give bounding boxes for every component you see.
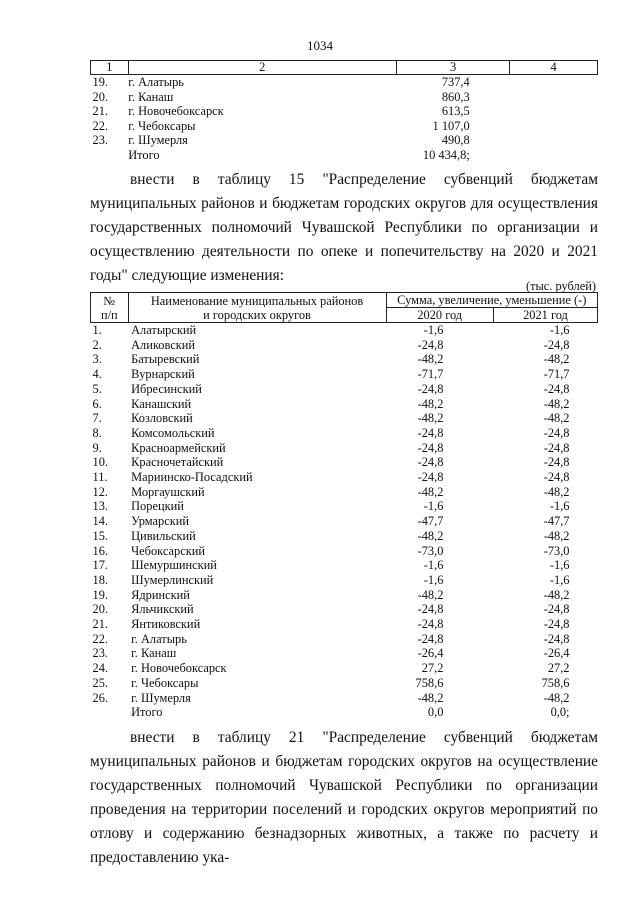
row-value-2021: -48,2 bbox=[543, 587, 570, 602]
row-name: г. Алатырь bbox=[131, 631, 187, 646]
row-number: 24. bbox=[92, 661, 108, 676]
row-number: 17. bbox=[92, 558, 108, 573]
table-row bbox=[91, 691, 598, 706]
row-value-2021: -48,2 bbox=[543, 396, 570, 411]
row-value-2020: -24,8 bbox=[417, 470, 444, 485]
page-number: 1034 bbox=[307, 38, 333, 53]
row-name: Красноармейский bbox=[131, 440, 226, 455]
table-row bbox=[91, 588, 598, 603]
row-value-2021: -24,8 bbox=[543, 631, 570, 646]
row-value-2020: -24,8 bbox=[417, 631, 444, 646]
row-number bbox=[91, 148, 129, 163]
row-value-2020: -24,8 bbox=[417, 440, 444, 455]
row-name: г. Канаш bbox=[131, 646, 177, 661]
table-row bbox=[91, 558, 598, 573]
row-value-2021: -48,2 bbox=[543, 484, 570, 499]
row-value-2021: -1,6 bbox=[549, 323, 570, 337]
row-name: Порецкий bbox=[131, 499, 184, 514]
row-value-2020: -1,6 bbox=[423, 323, 444, 337]
row-value-2021: -24,8 bbox=[543, 617, 570, 632]
row-value-2021: -48,2 bbox=[543, 352, 570, 367]
row-value-2020: 27,2 bbox=[421, 661, 444, 676]
row-value-2020: -1,6 bbox=[423, 572, 444, 587]
row-value-2020: -48,2 bbox=[417, 587, 444, 602]
table-row bbox=[91, 323, 598, 338]
table-row bbox=[91, 119, 598, 134]
table-row bbox=[91, 148, 598, 163]
row-name: Красночетайский bbox=[131, 455, 224, 470]
table-2-header-row-1 bbox=[91, 293, 598, 308]
row-number: 3. bbox=[92, 352, 102, 367]
row-name: Янтиковский bbox=[131, 617, 201, 632]
row-value-2020: -24,8 bbox=[417, 337, 444, 352]
column-header-sum: Сумма, увеличение, уменьшение (-) bbox=[386, 293, 598, 308]
table-row bbox=[91, 544, 598, 559]
row-empty bbox=[510, 133, 598, 148]
table-row bbox=[91, 470, 598, 485]
row-value-2021: -24,8 bbox=[543, 455, 570, 470]
row-name: Урмарский bbox=[131, 514, 190, 529]
row-value-2021: -48,2 bbox=[543, 411, 570, 426]
row-value-2020: -24,8 bbox=[417, 617, 444, 632]
row-name: Комсомольский bbox=[131, 425, 215, 440]
row-value: 613,5 bbox=[441, 104, 470, 119]
row-value: 1 107,0 bbox=[432, 118, 470, 133]
row-number: 9. bbox=[92, 440, 102, 455]
row-value-2021: 0,0; bbox=[550, 705, 570, 720]
row-value-2020: -48,2 bbox=[417, 690, 444, 705]
table-2 bbox=[90, 292, 598, 720]
paragraph-1 bbox=[90, 168, 598, 288]
row-number: 23. bbox=[92, 646, 108, 661]
table-row bbox=[91, 75, 598, 90]
row-number: 21. bbox=[92, 104, 108, 119]
row-number: 11. bbox=[92, 470, 108, 485]
row-name: Шумерлинский bbox=[131, 572, 214, 587]
row-name: Алатырский bbox=[131, 323, 197, 337]
row-number: 6. bbox=[92, 396, 102, 411]
row-name: Моргаушский bbox=[131, 484, 205, 499]
row-value-2021: -1,6 bbox=[549, 558, 570, 573]
row-name: Чебоксарский bbox=[131, 543, 205, 558]
table-1-body bbox=[91, 75, 598, 163]
row-value-2020: -48,2 bbox=[417, 528, 444, 543]
row-name: г. Новочебоксарск bbox=[128, 104, 224, 119]
row-name: Козловский bbox=[131, 411, 193, 426]
row-value-2020: 758,6 bbox=[415, 675, 444, 690]
row-value-2020: -24,8 bbox=[417, 425, 444, 440]
table-row bbox=[91, 352, 598, 367]
row-name: г. Новочебоксарск bbox=[131, 661, 227, 676]
table-row bbox=[91, 367, 598, 382]
column-header-name: Наименование муниципальных районов и городских округов bbox=[128, 293, 386, 323]
row-name: г. Шумерля bbox=[128, 133, 188, 148]
table-row bbox=[91, 514, 598, 529]
row-value: 10 434,8; bbox=[422, 147, 470, 162]
table-row bbox=[91, 646, 598, 661]
row-number bbox=[91, 705, 129, 720]
row-value-2021: -26,4 bbox=[543, 646, 570, 661]
row-name: Ибресинский bbox=[131, 381, 202, 396]
row-name: Ядринский bbox=[131, 587, 190, 602]
row-value-2021: -73,0 bbox=[543, 543, 570, 558]
row-name: Итого bbox=[128, 147, 160, 162]
row-number: 22. bbox=[92, 118, 108, 133]
table-1-header bbox=[91, 61, 598, 75]
row-value-2021: -48,2 bbox=[543, 690, 570, 705]
row-name: Канашский bbox=[131, 396, 192, 411]
row-name: Шемуршинский bbox=[131, 558, 217, 573]
row-value-2020: -48,2 bbox=[417, 484, 444, 499]
row-number: 12. bbox=[92, 484, 108, 499]
row-name: Вурнарский bbox=[131, 367, 195, 382]
row-value-2020: -24,8 bbox=[417, 602, 444, 617]
table-row bbox=[91, 485, 598, 500]
table-row bbox=[91, 705, 598, 720]
row-value-2020: -24,8 bbox=[417, 381, 444, 396]
column-header: 1 bbox=[91, 61, 129, 75]
row-value-2020: -48,2 bbox=[417, 396, 444, 411]
table-row bbox=[91, 411, 598, 426]
column-header-2021: 2021 год bbox=[493, 308, 597, 323]
table-row bbox=[91, 397, 598, 412]
row-value-2021: -24,8 bbox=[543, 470, 570, 485]
table-1 bbox=[90, 60, 598, 163]
column-header: 3 bbox=[396, 61, 509, 75]
row-number: 13. bbox=[92, 499, 108, 514]
table-row bbox=[91, 441, 598, 456]
row-empty bbox=[510, 90, 598, 105]
table-row bbox=[91, 529, 598, 544]
row-number: 19. bbox=[92, 587, 108, 602]
table-row bbox=[91, 676, 598, 691]
column-header-num: № п/п bbox=[91, 293, 129, 323]
row-value-2021: -24,8 bbox=[543, 337, 570, 352]
row-value-2020: -73,0 bbox=[417, 543, 444, 558]
row-name: Мариинско-Посадский bbox=[131, 470, 253, 485]
row-name: г. Алатырь bbox=[128, 75, 184, 89]
row-value-2020: -24,8 bbox=[417, 455, 444, 470]
table-row bbox=[91, 499, 598, 514]
paragraph-1-text: внести в таблицу 15 "Распределение субвенций бюджетам муниципальных районов и бюджетам городских округов для осуществления государственных полномочий Чувашской Республики по организации и осуществлению деятельности по опеке и попечительству на 2020 и 2021 годы" следующие изменения: bbox=[90, 171, 598, 284]
row-value-2021: -47,7 bbox=[543, 514, 570, 529]
row-number: 5. bbox=[92, 381, 102, 396]
row-name: Батыревский bbox=[131, 352, 200, 367]
row-number: 23. bbox=[92, 133, 108, 148]
row-name: Цивильский bbox=[131, 528, 196, 543]
row-number: 10. bbox=[92, 455, 108, 470]
table-row bbox=[91, 382, 598, 397]
row-value: 737,4 bbox=[441, 75, 470, 89]
row-number: 18. bbox=[92, 572, 108, 587]
row-number: 14. bbox=[92, 514, 108, 529]
row-value-2020: -47,7 bbox=[417, 514, 444, 529]
row-value: 490,8 bbox=[441, 133, 470, 148]
row-value-2021: -1,6 bbox=[549, 499, 570, 514]
row-empty bbox=[510, 119, 598, 134]
row-number: 20. bbox=[92, 602, 108, 617]
row-value-2020: -26,4 bbox=[417, 646, 444, 661]
row-number: 4. bbox=[92, 367, 102, 382]
row-value-2020: -48,2 bbox=[417, 411, 444, 426]
row-value-2020: 0,0 bbox=[427, 705, 444, 720]
table-row bbox=[91, 426, 598, 441]
column-header-2020: 2020 год bbox=[386, 308, 493, 323]
table-row bbox=[91, 617, 598, 632]
table-2-body bbox=[91, 323, 598, 720]
row-value-2021: -24,8 bbox=[543, 440, 570, 455]
table-row bbox=[91, 455, 598, 470]
row-empty bbox=[510, 75, 598, 90]
row-value-2021: -48,2 bbox=[543, 528, 570, 543]
row-number: 26. bbox=[92, 690, 108, 705]
row-name: Яльчикский bbox=[131, 602, 194, 617]
row-value-2021: -1,6 bbox=[549, 572, 570, 587]
row-value-2021: -24,8 bbox=[543, 425, 570, 440]
row-value-2020: -1,6 bbox=[423, 558, 444, 573]
table-row bbox=[91, 104, 598, 119]
row-number: 25. bbox=[92, 675, 108, 690]
table-row bbox=[91, 133, 598, 148]
row-value-2020: -48,2 bbox=[417, 352, 444, 367]
row-value-2021: -24,8 bbox=[543, 602, 570, 617]
row-name: г. Канаш bbox=[128, 89, 174, 104]
table-row bbox=[91, 338, 598, 353]
row-name: Аликовский bbox=[131, 337, 196, 352]
row-number: 2. bbox=[92, 337, 102, 352]
column-header: 4 bbox=[510, 61, 598, 75]
row-value-2021: 758,6 bbox=[541, 675, 570, 690]
row-value-2020: -1,6 bbox=[423, 499, 444, 514]
row-number: 15. bbox=[92, 528, 108, 543]
row-name: г. Чебоксары bbox=[131, 675, 199, 690]
column-header: 2 bbox=[128, 61, 396, 75]
row-value-2021: -24,8 bbox=[543, 381, 570, 396]
unit-label: (тыс. рублей) bbox=[525, 279, 596, 293]
row-value: 860,3 bbox=[441, 89, 470, 104]
table-row bbox=[91, 602, 598, 617]
row-empty bbox=[510, 148, 598, 163]
row-number: 1. bbox=[92, 323, 102, 337]
row-number: 20. bbox=[92, 89, 108, 104]
paragraph-2 bbox=[90, 726, 598, 870]
row-name: Итого bbox=[131, 705, 163, 720]
row-number: 7. bbox=[92, 411, 102, 426]
row-value-2020: -71,7 bbox=[417, 367, 444, 382]
table-row bbox=[91, 632, 598, 647]
table-row bbox=[91, 573, 598, 588]
row-number: 16. bbox=[92, 543, 108, 558]
row-number: 22. bbox=[92, 631, 108, 646]
table-row bbox=[91, 90, 598, 105]
paragraph-2-text: внести в таблицу 21 "Распределение субвенций бюджетам муниципальных районов и бюджетам городских округов на осуществление государственных полномочий Чувашской Республики по организации проведения на территории поселений и городских округов мероприятий по отлову и содержанию безнадзорных животных, а также по расчету и предоставлению ука- bbox=[90, 729, 598, 866]
row-name: г. Чебоксары bbox=[128, 118, 196, 133]
table-row bbox=[91, 661, 598, 676]
row-value-2021: -71,7 bbox=[543, 367, 570, 382]
row-value-2021: 27,2 bbox=[547, 661, 570, 676]
row-number: 8. bbox=[92, 425, 102, 440]
row-number: 21. bbox=[92, 617, 108, 632]
row-empty bbox=[510, 104, 598, 119]
row-number: 19. bbox=[92, 75, 108, 89]
row-name: г. Шумерля bbox=[131, 690, 191, 705]
